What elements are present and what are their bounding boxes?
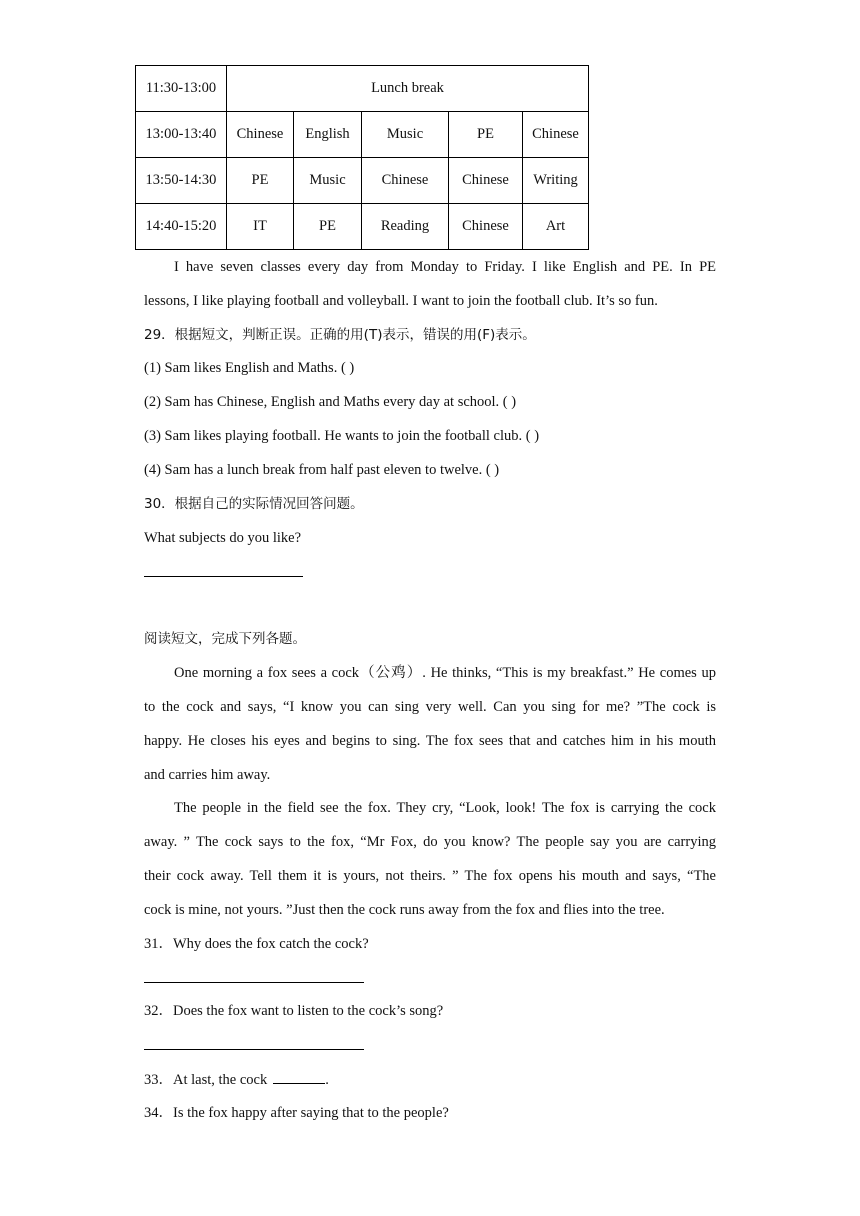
- subject-cell: PE: [449, 112, 523, 158]
- passage2-line: cock is mine, not yours. ”Just then the cock runs away from the fox and flies into the tree.: [144, 902, 665, 918]
- q29-item: (4) Sam has a lunch break from half past eleven to twelve. ( ): [144, 462, 500, 478]
- lunch-break-cell: Lunch break: [227, 66, 589, 112]
- subject-cell: Chinese: [523, 112, 589, 158]
- subject-cell: Writing: [523, 158, 589, 204]
- subject-cell: English: [294, 112, 362, 158]
- answer-line[interactable]: [144, 982, 364, 983]
- question-34: 34．Is the fox happy after saying that to the people?: [144, 1105, 449, 1121]
- passage2-line: their cock away. Tell them it is yours, not theirs. ” The fox opens his mouth and says, “The: [144, 868, 716, 884]
- question-31: 31．Why does the fox catch the cock?: [144, 936, 369, 952]
- passage2-line: happy. He closes his eyes and begins to sing. The fox sees that and catches him in his mouth: [144, 733, 716, 749]
- passage1-line: lessons, I like playing football and volleyball. I want to join the football club. It’s so fun.: [144, 293, 658, 309]
- table-row: [136, 158, 589, 204]
- table-row: [136, 204, 589, 250]
- subject-cell: PE: [227, 158, 294, 204]
- time-cell: 13:50-14:30: [136, 158, 227, 204]
- passage2-line: to the cock and says, “I know you can sing very well. Can you sing for me? ”The cock is: [144, 699, 716, 715]
- passage2-line: The people in the field see the fox. They cry, “Look, look! The fox is carrying the cock: [174, 800, 716, 816]
- table-row: [136, 112, 589, 158]
- table-row: [136, 66, 589, 112]
- subject-cell: Chinese: [362, 158, 449, 204]
- subject-cell: Music: [294, 158, 362, 204]
- q30-question: What subjects do you like?: [144, 530, 302, 546]
- subject-cell: Music: [362, 112, 449, 158]
- subject-cell: Chinese: [227, 112, 294, 158]
- q29-item: (3) Sam likes playing football. He wants to join the football club. ( ): [144, 428, 540, 444]
- passage1-line: I have seven classes every day from Monday to Friday. I like English and PE. In PE: [174, 259, 716, 275]
- subject-cell: Reading: [362, 204, 449, 250]
- time-cell: 13:00-13:40: [136, 112, 227, 158]
- time-cell: 14:40-15:20: [136, 204, 227, 250]
- passage2-line: away. ” The cock says to the fox, “Mr Fox, do you know? The people say you are carrying: [144, 834, 716, 850]
- reading-instruction: 阅读短文，完成下列各题。: [144, 631, 306, 647]
- subject-cell: Art: [523, 204, 589, 250]
- question-33-period: .: [325, 1072, 329, 1088]
- subject-cell: Chinese: [449, 204, 523, 250]
- timetable: [135, 65, 589, 250]
- q29-item: (2) Sam has Chinese, English and Maths every day at school. ( ): [144, 394, 517, 410]
- subject-cell: Chinese: [449, 158, 523, 204]
- question-33-text: 33．At last, the cock: [144, 1072, 268, 1088]
- subject-cell: PE: [294, 204, 362, 250]
- answer-line[interactable]: [144, 1049, 364, 1050]
- q30-heading: 30．根据自己的实际情况回答问题。: [144, 496, 364, 512]
- passage2-line: and carries him away.: [144, 767, 271, 783]
- time-cell: 11:30-13:00: [136, 66, 227, 112]
- passage2-line: One morning a fox sees a cock（公鸡）. He thinks, “This is my breakfast.” He comes up: [174, 665, 716, 681]
- question-32: 32．Does the fox want to listen to the cock’s song?: [144, 1003, 444, 1019]
- q29-item: (1) Sam likes English and Maths. ( ): [144, 360, 355, 376]
- answer-blank[interactable]: [273, 1069, 325, 1084]
- answer-line[interactable]: [144, 576, 303, 577]
- q29-heading: 29．根据短文，判断正误。正确的用(T)表示，错误的用(F)表示。: [144, 327, 536, 343]
- subject-cell: IT: [227, 204, 294, 250]
- question-33: [144, 1069, 329, 1090]
